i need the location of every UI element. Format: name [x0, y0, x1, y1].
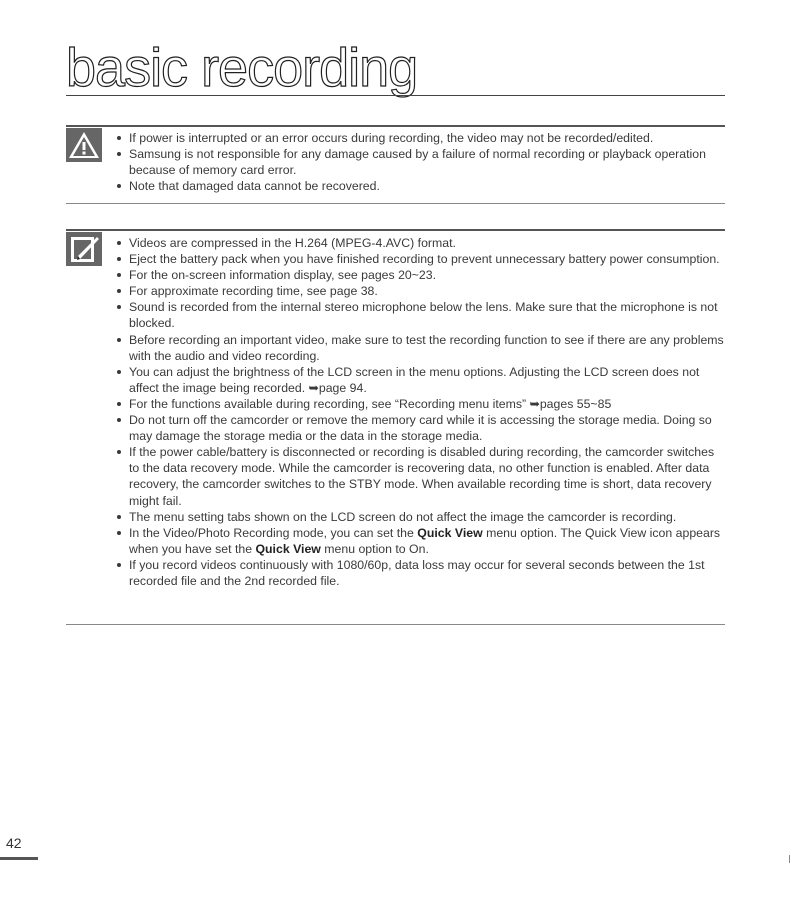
- list-item: Eject the battery pack when you have finished recording to prevent unnecessary battery power consumption.: [117, 251, 725, 267]
- list-item: The menu setting tabs shown on the LCD screen do not affect the image the camcorder is recording.: [117, 509, 725, 525]
- list-item: Videos are compressed in the H.264 (MPEG-4.AVC) format.: [117, 235, 725, 251]
- text-run: menu option to On.: [320, 541, 429, 556]
- text-run: menu option. The Quick View icon appears when you have set the: [129, 525, 721, 556]
- section-bottom-rule: [66, 203, 725, 204]
- section-top-rule: [66, 125, 725, 127]
- quick-view-term: Quick View: [417, 525, 483, 540]
- list-item: If power is interrupted or an error occurs during recording, the video may not be recorded/edited.: [117, 130, 725, 146]
- note-section: [66, 229, 725, 625]
- list-item: You can adjust the brightness of the LCD screen in the menu options. Adjusting the LCD screen does not affect the image being recorded. ➥page 94.: [117, 364, 725, 396]
- note-icon: [66, 232, 102, 266]
- title-rule: [66, 95, 725, 96]
- quick-view-term: Quick View: [255, 541, 321, 556]
- list-item: For the functions available during recording, see “Recording menu items” ➥pages 55~85: [117, 396, 725, 412]
- list-item: Sound is recorded from the internal stereo microphone below the lens. Make sure that the microphone is not blocked.: [117, 299, 725, 331]
- list-item: Samsung is not responsible for any damage caused by a failure of normal recording or playback operation because of memory card error.: [117, 146, 725, 178]
- warning-icon: [66, 128, 102, 162]
- list-item: If you record videos continuously with 1080/60p, data loss may occur for several seconds between the 1st recorded file and the 2nd recorded file.: [117, 557, 725, 589]
- warning-section: [66, 125, 725, 204]
- list-item: Note that damaged data cannot be recovered.: [117, 178, 725, 194]
- section-top-rule: [66, 229, 725, 231]
- edge-mark: [789, 855, 790, 863]
- list-item: Do not turn off the camcorder or remove the memory card while it is accessing the storage media. Doing so may damage the storage media or the data in the storage media.: [117, 412, 725, 444]
- note-list: [117, 235, 725, 589]
- list-item: Before recording an important video, make sure to test the recording function to see if there are any problems with the audio and video recording.: [117, 332, 725, 364]
- page-number: 42: [6, 835, 22, 851]
- page-number-bar: [0, 857, 38, 860]
- list-item: For the on-screen information display, see pages 20~23.: [117, 267, 725, 283]
- list-item-quick-view: [117, 525, 725, 557]
- warning-list: [117, 130, 725, 194]
- list-item: For approximate recording time, see page 38.: [117, 283, 725, 299]
- text-run: In the Video/Photo Recording mode, you can set the: [129, 525, 418, 540]
- list-item: If the power cable/battery is disconnected or recording is disabled during recording, the camcorder switches to the data recovery mode. While the camcorder is recovering data, no other function is enabled. After data recovery, the camcorder switches to the STBY mode. When available recording time is short, data recovery might fail.: [117, 444, 725, 508]
- section-bottom-rule: [66, 624, 725, 625]
- page-title: basic recording: [66, 38, 418, 98]
